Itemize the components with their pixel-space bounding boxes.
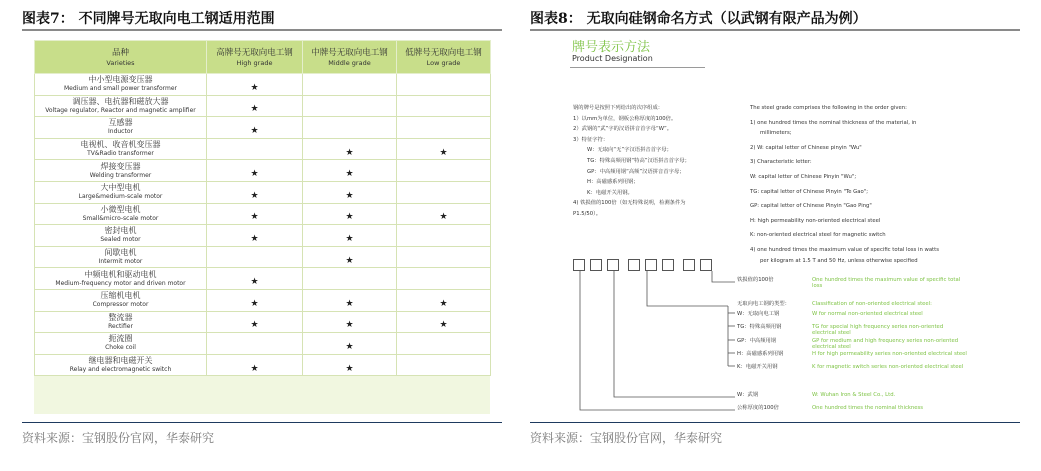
grade-mark-cell [397,268,491,290]
rule-line-en: GP: capital letter of Chinese Pinyin "Gao Ping" [750,203,872,210]
code-box [662,259,674,271]
grade-mark-cell [303,95,397,117]
star-icon: ★ [345,147,354,158]
star-icon: ★ [345,212,354,223]
grade-mark-cell [303,354,397,376]
star-icon: ★ [250,190,259,201]
variety-cell: 大中型电机 Large&medium-scale motor [35,181,207,203]
table-row [35,246,491,268]
grade-mark-cell [303,160,397,182]
grade-mark-cell [303,74,397,96]
star-icon: ★ [250,233,259,244]
variety-cell: 中小型电源变压器 Medium and small power transformer [35,74,207,96]
variety-cell: 中频电机和驱动电机 Medium-frequency motor and driven motor [35,268,207,290]
grade-mark-cell [303,181,397,203]
grade-mark-cell [397,333,491,355]
figure-7-source: 资料来源：宝钢股份官网，华泰研究 [22,431,215,445]
right-figure [530,0,1041,471]
grade-mark-cell [397,225,491,247]
table-row [35,181,491,203]
table-row [35,160,491,182]
grade-mark-cell [207,160,303,182]
rule-line-cn: K：电磁开关用钢。 [587,189,633,196]
annotation-cn: K：电磁开关用钢 [737,364,778,370]
code-box [590,259,602,271]
rule-line-en: millimeters; [760,130,792,137]
star-icon: ★ [250,212,259,223]
annotation-en: GP for medium and high frequency series non-oriented electrical steel [812,338,959,351]
table-header-row [35,41,491,74]
variety-cell: 密封电机 Sealed motor [35,225,207,247]
grade-mark-cell [207,138,303,160]
star-icon: ★ [345,169,354,180]
title-divider [22,29,502,31]
variety-cell: 焊接变压器 Welding transformer [35,160,207,182]
variety-cell: 压缩机电机 Compressor motor [35,289,207,311]
variety-cell: 电视机、收音机变压器 TV&Radio transformer [35,138,207,160]
rule-line-en: K: non-oriented electrical steel for magnetic switch [750,232,886,239]
header-middle-grade: 中牌号无取向电工钢 Middle grade [303,41,397,74]
rule-line-cn: 钢的牌号是按照下列给出的次序组成： [573,105,664,111]
grade-mark-cell [303,117,397,139]
grade-mark-cell [397,203,491,225]
star-icon: ★ [250,125,259,136]
star-icon: ★ [439,298,448,309]
variety-cell: 间歇电机 Intermit motor [35,246,207,268]
grade-mark-cell [207,95,303,117]
annotation-cn: 铁损值的100倍 [737,277,774,283]
star-icon: ★ [345,190,354,201]
rule-line-cn: W：无取向“无”字汉语拼音首字母； [587,147,672,154]
star-icon: ★ [250,82,259,93]
annotation-cn: TG：特殊高频用钢 [737,324,782,330]
rule-line-en: TG: capital letter of Chinese Pinyin "Te Gao"; [750,188,868,195]
grade-mark-cell [303,225,397,247]
variety-cell: 整流器 Rectifier [35,311,207,333]
annotation-cn: W：武钢 [737,392,759,398]
star-icon: ★ [250,104,259,115]
annotation-en: One hundred times the nominal thickness [812,405,924,411]
variety-cell: 继电器和电磁开关 Relay and electromagnetic switch [35,354,207,376]
header-high-grade: 高牌号无取向电工钢 High grade [207,41,303,74]
rule-line-cn: 2）武钢的“武”字的汉语拼音首字母“W”。 [573,126,673,133]
rule-line-en: per kilogram at 1.5 T and 50 Hz, unless otherwise specified [760,257,918,264]
star-icon: ★ [439,320,448,331]
grade-mark-cell [207,311,303,333]
grade-mark-cell [207,117,303,139]
star-icon: ★ [250,363,259,374]
annotation-cn: 公称厚度的100倍 [737,405,779,411]
code-box [700,259,712,271]
table-row [35,117,491,139]
grade-mark-cell [397,246,491,268]
star-icon: ★ [439,147,448,158]
annotation-en: TG for special high frequency series non-oriented electrical steel [812,324,944,337]
grade-mark-cell [397,160,491,182]
table-row [35,138,491,160]
annotation-en: Classification of non-oriented electrical steel: [812,301,932,307]
rule-line-cn: GP：中高频用钢“高频”汉语拼音首字母； [587,168,685,175]
star-icon: ★ [250,298,259,309]
figure-7-title: 图表7： 不同牌号无取向电工钢适用范围 [22,11,275,27]
grade-mark-cell [397,74,491,96]
variety-cell: 扼流圈 Choke coil [35,333,207,355]
rule-line-en: H: high permeability non-oriented electrical steel [750,217,881,224]
table-row [35,311,491,333]
grade-mark-cell [303,268,397,290]
table-row [35,354,491,376]
rule-line-cn: H：高磁感系列用钢； [587,179,639,186]
annotation-en: W for normal non-oriented electrical steel [812,311,923,317]
grade-mark-cell [207,289,303,311]
grade-mark-cell [397,138,491,160]
source-divider [530,422,1020,423]
grade-mark-cell [207,181,303,203]
code-box [683,259,695,271]
designation-heading-cn: 牌号表示方法 [572,40,651,55]
rule-line-cn: P1.5/50）。 [573,210,602,217]
grade-mark-cell [397,181,491,203]
grade-application-table [34,40,491,376]
variety-cell: 调压器、电抗器和磁放大器 Voltage regulator, Reactor and magnetic amplifier [35,95,207,117]
star-icon: ★ [250,169,259,180]
code-box [628,259,640,271]
grade-mark-cell [303,311,397,333]
grade-mark-cell [207,225,303,247]
header-low-grade: 低牌号无取向电工钢 Low grade [397,41,491,74]
source-divider [22,422,502,423]
annotation-en: One hundred times the maximum value of specific total loss [812,277,961,290]
figure-8-source: 资料来源：宝钢股份官网，华泰研究 [530,431,723,445]
annotation-cn: GP：中高频用钢 [737,338,777,344]
grade-mark-cell [303,203,397,225]
header-varieties: 品种 Varieties [35,41,207,74]
grade-mark-cell [207,246,303,268]
code-box [607,259,619,271]
grade-mark-cell [303,333,397,355]
designation-diagram-lines [530,0,1041,471]
code-box [645,259,657,271]
annotation-cn: 无取向电工钢的类型： [737,301,790,307]
table-row [35,74,491,96]
rule-line-en: 2) W: capital letter of Chinese pinyin "Wu" [750,144,862,151]
left-figure [0,0,510,471]
grade-table-container [34,40,490,414]
rule-line-en: W: capital letter of Chinese Pinyin "Wu"; [750,173,857,180]
annotation-en: W: Wuhan Iron & Steel Co., Ltd. [812,392,896,398]
grade-mark-cell [397,95,491,117]
grade-mark-cell [207,203,303,225]
star-icon: ★ [345,298,354,309]
grade-mark-cell [207,354,303,376]
table-row [35,333,491,355]
variety-cell: 小微型电机 Small&micro-scale motor [35,203,207,225]
star-icon: ★ [345,341,354,352]
star-icon: ★ [439,212,448,223]
rule-line-cn: TG：特殊高频用钢“特高”汉语拼音首字母； [587,157,690,164]
rule-line-cn: 1）以mm为单位，钢板公称厚度的100倍。 [573,115,677,122]
rule-line-en: 4) one hundred times the maximum value of specific total loss in watts [750,246,939,253]
grade-mark-cell [207,74,303,96]
grade-mark-cell [303,138,397,160]
annotation-cn: H：高磁感系列用钢 [737,351,784,357]
star-icon: ★ [250,277,259,288]
annotation-en: K for magnetic switch series non-oriented electrical steel [812,364,964,370]
grade-mark-cell [303,289,397,311]
designation-heading-en: Product Designation [572,54,653,63]
grade-mark-cell [397,311,491,333]
rule-line-en: The steel grade comprises the following in the order given: [750,105,907,111]
table-row [35,95,491,117]
grade-mark-cell [303,246,397,268]
star-icon: ★ [250,320,259,331]
grade-mark-cell [397,117,491,139]
star-icon: ★ [345,255,354,266]
grade-mark-cell [397,354,491,376]
table-row [35,289,491,311]
code-box [573,259,585,271]
star-icon: ★ [345,320,354,331]
star-icon: ★ [345,233,354,244]
variety-cell: 互感器 Inductor [35,117,207,139]
rule-line-en: 1) one hundred times the nominal thickness of the material, in [750,119,917,126]
rule-line-cn: 4) 铁损值的100倍（如无特殊说明，检测条件为 [573,200,686,207]
annotation-en: H for high permeability series non-oriented electrical steel [812,351,967,357]
table-row [35,268,491,290]
figure-8-title: 图表8： 无取向硅钢命名方式（以武钢有限产品为例） [530,11,867,27]
table-row [35,225,491,247]
table-row [35,203,491,225]
grade-mark-cell [207,268,303,290]
star-icon: ★ [345,363,354,374]
annotation-cn: W：无取向电工钢 [737,311,780,317]
table-body [35,74,491,376]
grade-mark-cell [207,333,303,355]
grade-mark-cell [397,289,491,311]
rule-line-cn: 3）特征字符： [573,136,609,143]
rule-line-en: 3) Characteristic letter: [750,159,812,166]
